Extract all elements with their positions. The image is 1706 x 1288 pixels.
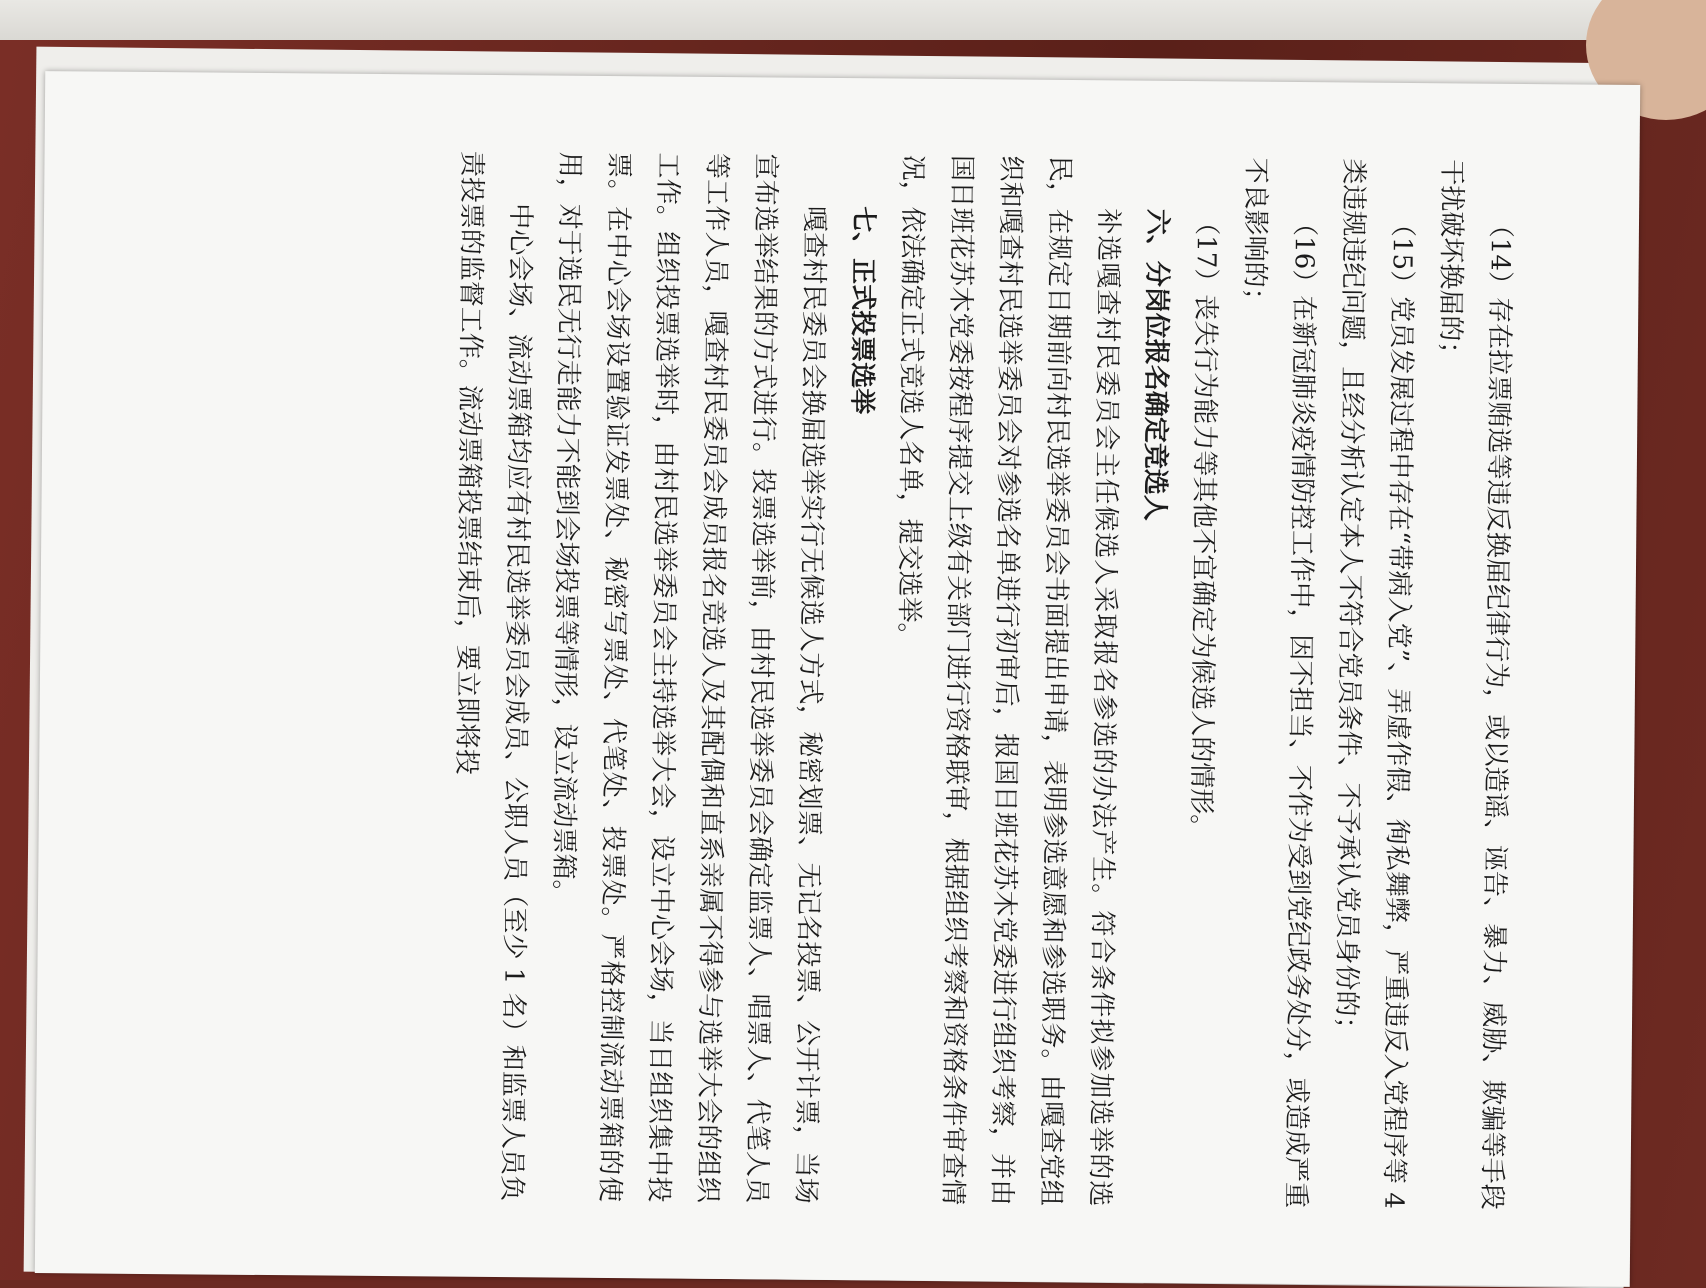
document-text [93, 98, 1583, 1261]
item-16: （16）在新冠肺炎疫情防控工作中，因不担当、不作为受到党纪政务处分，或造成严重不良影响的； [1238, 157, 1319, 1209]
item-15: （15）党员发展过程中存在“带病入党”、弄虚作假、徇私舞弊，严重违反入党程序等 4 类违规违纪问题，且经分析认定本人不符合党员条件、不予承认党员身份的； [1330, 158, 1417, 1209]
section-heading-6: 六、分岗位报名确定竞选人 [1138, 208, 1172, 521]
paper-sheet [35, 71, 1640, 1287]
section-7-paragraph-2: 中心会场、流动票箱均应有村民选举委员会成员、公职人员（至少 1 名）和监票人员负责投票的监督工作。流动票箱投票结束后，要立即将投 [450, 150, 535, 1202]
section-7-paragraph-1: 嘎查村民委员会换届选举实行无候选人方式，秘密划票、无记名投票、公开计票，当场宣布选举结果的方式进行。投票选举前，由村民选举委员会确定监票人、唱票人、代笔人员等工作人员，嘎查村民委员会成员报名竞选人及其配偶和直系亲属不得参与选举大会的组织工作。组织投票选举时，由村民选举委员会主持选举大会，设立中心会场，当日组织集中投票。在中心会场设置验证发票处、秘密写票处、代笔处、投票处。严格控制流动票箱的使用，对于选民无行走能力不能到会场投票等情形，设立流动票箱。 [547, 151, 829, 1204]
item-14: （14）存在拉票贿选等违反换届纪律行为，或以造谣、诬告、暴力、威胁、欺骗等手段干扰破坏换届的； [1434, 159, 1515, 1210]
section-heading-7: 七、正式投票选举 [845, 206, 878, 415]
section-6-paragraph: 补选嘎查村民委员会主任候选人采取报名参选的办法产生。符合条件拟参加选举的选民，在规定日期前向村民选举委员会书面提出申请，表明参选意愿和参选职务。由嘎查党组织和嘎查村民选举委员会对参选名单进行初审后，报国日班花苏木党委进行组织考察，并由国日班花苏木党委按程序提交上级有关部门进行资格联审，根据组织考察和资格条件审查情况，依法确定正式竞选人名单，提交选举。 [892, 154, 1123, 1207]
item-17: （17）丧失行为能力等其他不宜确定为候选人的情形。 [1185, 209, 1221, 841]
